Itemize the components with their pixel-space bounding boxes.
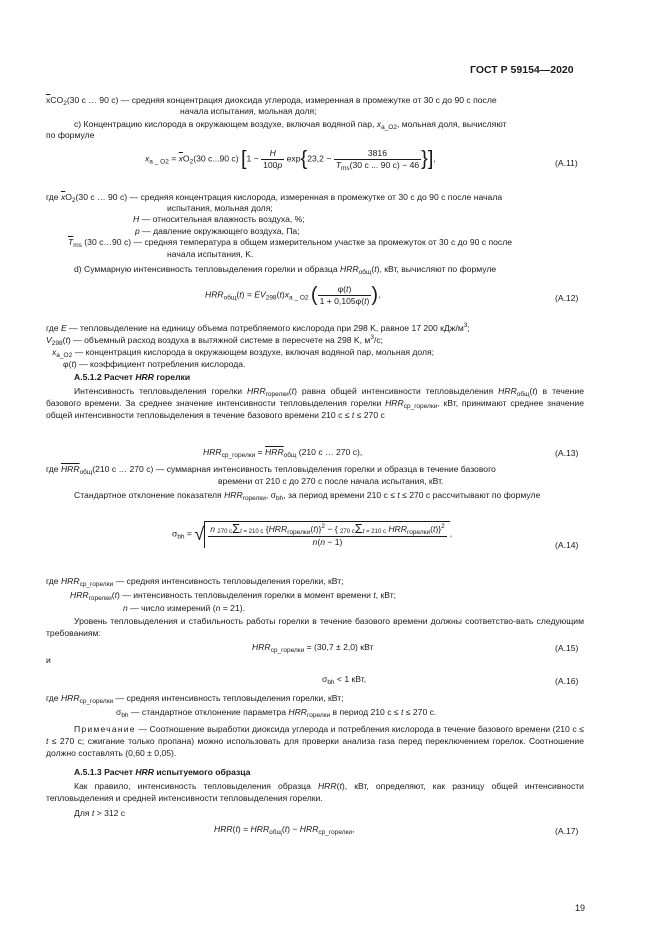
note: Примечание — Соотношение выработки диоксида углерода и потребления кислорода в течение базового времени (210 с ≤ t ≤ 270 с; сжигание только пропана) можно использовать для проверки анализа газа перед переключением горелок. Соотношение должно составлять (0,60 ± 0,05).: [46, 724, 584, 758]
where-phi: φ(t) — коэффициент потребления кислорода.: [63, 359, 246, 369]
condition-t: Для t > 312 с: [74, 808, 126, 818]
where-hrr-burner: $HRR_{горелки}(t)$ — интенсивность тепловыделения горелки в момент времени t, кВт;: [70, 590, 397, 602]
definition-xco2-cont: начала испытания, мольная доля;: [180, 106, 317, 116]
where-xo2: где $\overline{x}O_2(30$ с … 90 с) — средняя концентрация кислорода, измеренная в промежутке от 30 с до 90 с после начала: [46, 192, 503, 204]
formula-a12: $HRR_{общ}(t) = EV_{298}(t)x_{a \_ O2}$ ( $\frac{\varphi(t)}{1 + 0,105\varphi(t)}$ ),: [205, 283, 381, 306]
formula-number: (A.11): [555, 158, 578, 168]
paragraph-a513: Как правило, интенсивность тепловыделения образца HRR(t), кВт, определяют, как разницу общей интенсивности тепловыделения и средней интенсивности тепловыделения горелки.: [46, 781, 584, 803]
where-tms: $\overline{T}_{ms}$ (30 с…90 с) — средняя температура в общем измерительном участке за промежуток от 30 с до 90 с после: [68, 237, 512, 249]
where-h: H — относительная влажность воздуха, %;: [133, 214, 305, 224]
document-header: ГОСТ Р 59154—2020: [470, 64, 574, 76]
where-hrr-total: где $\overline{HRR}_{общ}(210$ с … 270 с) — суммарная интенсивность тепловыделения горелки и образца в течение базового: [46, 464, 496, 476]
formula-number: (A.16): [555, 676, 579, 686]
item-c: c) Концентрацию кислорода в окружающем воздухе, включая водяной пар, $x_{a\_O2}$, мольная доля, вычисляют: [74, 119, 507, 131]
paragraph-a512: Интенсивность тепловыделения горелки $HRR_{горелки}(t)$ равна общей интенсивности тепловыделения $HRR_{общ}(t)$ в течение базового времени. За среднее значение интенсивности тепловыделения горелки $HRR_{ср\_горелки}$, кВт, принимают среднее значение общей интенсивности тепловыделения в течение базового времени 210 с ≤ t ≤ 270 с: [46, 386, 584, 421]
where-tms-cont: начала испытания, K.: [167, 249, 254, 259]
formula-a13: $HRR_{ср\_горелки} = \overline{HRR}_{общ}$ (210 с … 270 с),: [203, 447, 363, 459]
conjunction-and: и: [46, 655, 51, 665]
formula-number: (A.15): [555, 643, 579, 653]
formula-number: (A.14): [555, 540, 579, 550]
formula-a15: $HRR_{ср\_горелки} = (30,7 \pm 2,0)$ кВт: [252, 642, 374, 654]
formula-number: (A.13): [555, 448, 579, 458]
where-p: p — давление окружающего воздуха, Па;: [135, 226, 300, 236]
item-c-cont: по формуле: [46, 130, 95, 140]
formula-a14: $\sigma_{bh}$ = √ n 270 сΣt = 210 с $\{HRR_{горелки}(t)\}^2$ − { 270 сΣt = 210 с $HRR_{горелки}(t)\}^2$ n(n − 1) ,: [172, 521, 453, 547]
where-hrr-avg: где $HRR_{ср\_горелки}$ — средняя интенсивность тепловыделения горелки, кВт;: [46, 576, 344, 588]
where-n: n — число измерений (n = 21).: [123, 603, 245, 613]
formula-a16: $\sigma_{bh} < 1$ кВт,: [322, 674, 367, 686]
where-xo2-cont: испытания, мольная доля;: [167, 203, 273, 213]
definition-xco2: $\overline{x}CO_2(30$ с … 90 с) — средняя концентрация диоксида углерода, измеренная в промежутке от 30 с до 90 с после: [46, 95, 497, 107]
formula-a17: $HRR(t) = HRR_{общ}(t) - HRR_{ср\_горелки}$,: [214, 824, 355, 836]
item-d: d) Суммарную интенсивность тепловыделения горелки и образца $HRR_{общ}(t)$, кВт, вычисляют по формуле: [74, 264, 497, 276]
where-sigma: $\sigma_{bh}$ — стандартное отклонение параметра $HRR_{горелки}$ в период 210 с ≤ t ≤ 270 с.: [116, 707, 437, 719]
where-e: где E — тепловыделение на единицу объема потребляемого кислорода при 298 K, равное 17 200 кДж/$м^3$;: [46, 322, 470, 333]
where-hrr-avg-2: где $HRR_{ср\_горелки}$ — средняя интенсивность тепловыделения горелки, кВт;: [46, 693, 344, 705]
page-number: 19: [575, 903, 586, 913]
where-hrr-total-cont: времени от 210 с до 270 с после начала испытания, кВт.: [218, 476, 444, 486]
paragraph-std: Стандартное отклонение показателя $HRR_{горелки}$, $\sigma_{bh}$, за период времени 210 с ≤ t ≤ 270 с рассчитывают по формуле: [74, 490, 541, 502]
formula-number: (A.12): [555, 293, 579, 303]
formula-number: (A.17): [555, 826, 579, 836]
formula-a11: $x_{a \_ O2} = \overline{x}O_2(30$ c...90 c) [1 − $\frac{H}{100p}$ exp{23,2 − $\frac{3816}{\overline{T}_{ms}(30 c ... 90 c) - 46}$ }],: [145, 147, 436, 172]
where-v298: $V_{298}(t)$ — объемный расход воздуха в вытяжной системе в пересчете на 298 K, $м^3/с$;: [46, 334, 384, 347]
section-a513: A.5.1.3 Расчет HRR испытуемого образца: [74, 767, 251, 777]
section-a512: A.5.1.2 Расчет HRR горелки: [74, 372, 191, 382]
where-xa: $x_{a\_O2}$ — концентрация кислорода в окружающем воздухе, включая водяной пар, мольная доля;: [52, 347, 435, 359]
paragraph-level: Уровень тепловыделения и стабильность работы горелки в течение базового времени должны соответство-вать следующим требованиям:: [46, 616, 584, 638]
